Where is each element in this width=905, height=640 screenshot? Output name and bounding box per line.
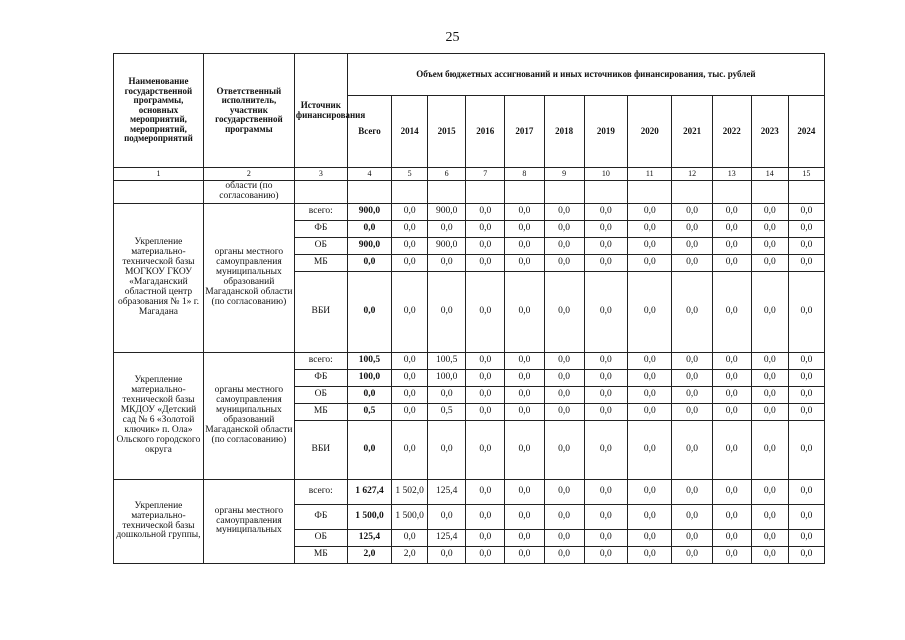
year-value: 0,0 (544, 387, 584, 404)
year-value: 0,0 (712, 505, 751, 530)
year-value: 0,0 (672, 480, 712, 505)
year-value: 0,0 (712, 480, 751, 505)
year-value: 0,0 (672, 505, 712, 530)
year-value: 0,0 (428, 387, 466, 404)
table-row (114, 480, 825, 505)
year-value: 0,0 (505, 530, 544, 547)
funding-source: ФБ (294, 505, 347, 530)
year-value: 0,0 (428, 505, 466, 530)
funding-source: всего: (294, 204, 347, 221)
year-value: 0,0 (712, 204, 751, 221)
table-row (114, 204, 825, 221)
year-value: 0,0 (584, 404, 627, 421)
year-value: 0,0 (505, 221, 544, 238)
year-value: 0,0 (751, 370, 788, 387)
header-total: Всего (347, 96, 391, 168)
header-year: 2023 (751, 96, 788, 168)
year-value: 0,0 (544, 204, 584, 221)
program-name: Укрепление материально-технической базы МКДОУ «Детский сад № 6 «Золотой ключик» п. Ола» Ольского городского округа (114, 353, 204, 480)
year-value: 0,0 (466, 530, 505, 547)
continuation-name (114, 181, 204, 204)
year-value: 0,0 (751, 255, 788, 272)
total-value: 0,0 (347, 272, 391, 353)
funding-source: ОБ (294, 387, 347, 404)
year-value: 0,0 (392, 255, 428, 272)
executor: органы местного самоуправления муниципальных образований Магаданской области (по согласованию) (203, 353, 294, 480)
column-number: 1 (114, 168, 204, 181)
year-value: 0,0 (788, 404, 824, 421)
year-value: 0,0 (628, 255, 672, 272)
total-value: 100,5 (347, 353, 391, 370)
year-value: 125,4 (428, 530, 466, 547)
column-number: 2 (203, 168, 294, 181)
year-value: 125,4 (428, 480, 466, 505)
year-value: 0,0 (751, 204, 788, 221)
year-value: 0,0 (466, 221, 505, 238)
year-value: 0,0 (428, 272, 466, 353)
year-value: 0,0 (788, 221, 824, 238)
header-year: 2022 (712, 96, 751, 168)
year-value: 0,0 (672, 204, 712, 221)
total-value: 125,4 (347, 530, 391, 547)
year-value: 0,0 (751, 547, 788, 564)
year-value: 0,0 (466, 421, 505, 480)
year-value: 0,0 (505, 387, 544, 404)
year-value: 0,0 (392, 404, 428, 421)
header-source: Источник финансирования (294, 54, 347, 168)
header-year: 2018 (544, 96, 584, 168)
year-value: 0,0 (712, 221, 751, 238)
year-value: 0,0 (544, 238, 584, 255)
header-year: 2020 (628, 96, 672, 168)
year-value: 0,0 (628, 238, 672, 255)
year-value: 0,0 (751, 505, 788, 530)
year-value: 0,0 (544, 404, 584, 421)
header-executor: Ответственный исполнитель, участник государственной программы (203, 54, 294, 168)
header-year: 2024 (788, 96, 824, 168)
column-number: 8 (505, 168, 544, 181)
year-value: 1 500,0 (392, 505, 428, 530)
year-value: 0,0 (584, 238, 627, 255)
funding-source: всего: (294, 353, 347, 370)
year-value: 0,0 (544, 255, 584, 272)
year-value: 0,0 (466, 387, 505, 404)
year-value: 0,0 (428, 255, 466, 272)
year-value: 0,0 (505, 421, 544, 480)
year-value: 0,0 (505, 547, 544, 564)
year-value: 0,0 (466, 404, 505, 421)
year-value: 1 502,0 (392, 480, 428, 505)
funding-source: ОБ (294, 530, 347, 547)
year-value: 0,0 (544, 530, 584, 547)
year-value: 0,0 (392, 353, 428, 370)
year-value: 0,0 (628, 505, 672, 530)
total-value: 0,0 (347, 421, 391, 480)
year-value: 0,0 (751, 221, 788, 238)
year-value: 0,0 (788, 505, 824, 530)
year-value: 900,0 (428, 238, 466, 255)
column-number: 5 (392, 168, 428, 181)
year-value: 0,0 (544, 272, 584, 353)
year-value: 100,5 (428, 353, 466, 370)
funding-source: МБ (294, 404, 347, 421)
year-value: 0,0 (712, 387, 751, 404)
year-value: 0,0 (392, 204, 428, 221)
year-value: 0,0 (788, 387, 824, 404)
year-value: 2,0 (392, 547, 428, 564)
year-value: 0,0 (584, 547, 627, 564)
total-value: 0,0 (347, 221, 391, 238)
year-value: 0,0 (788, 480, 824, 505)
year-value: 0,0 (505, 272, 544, 353)
funding-source: ВБИ (294, 272, 347, 353)
program-name: Укрепление материально-технической базы дошкольной группы, (114, 480, 204, 564)
column-number: 7 (466, 168, 505, 181)
year-value: 0,0 (505, 480, 544, 505)
year-value: 0,0 (628, 221, 672, 238)
total-value: 900,0 (347, 204, 391, 221)
header-year: 2014 (392, 96, 428, 168)
year-value: 0,0 (544, 421, 584, 480)
year-value: 0,0 (672, 370, 712, 387)
year-value: 0,0 (751, 353, 788, 370)
year-value: 0,0 (584, 370, 627, 387)
year-value: 0,0 (628, 387, 672, 404)
year-value: 0,0 (392, 370, 428, 387)
year-value: 0,0 (466, 272, 505, 353)
year-value: 0,0 (584, 221, 627, 238)
year-value: 0,0 (466, 255, 505, 272)
header-year: 2015 (428, 96, 466, 168)
funding-source: ФБ (294, 221, 347, 238)
year-value: 0,0 (672, 255, 712, 272)
year-value: 0,0 (505, 370, 544, 387)
year-value: 0,0 (712, 255, 751, 272)
year-value: 0,0 (788, 353, 824, 370)
year-value: 0,0 (584, 530, 627, 547)
year-value: 0,0 (544, 370, 584, 387)
year-value: 0,0 (788, 547, 824, 564)
year-value: 0,0 (505, 255, 544, 272)
column-number: 14 (751, 168, 788, 181)
year-value: 0,0 (628, 370, 672, 387)
year-value: 0,0 (392, 387, 428, 404)
column-number: 10 (584, 168, 627, 181)
funding-source: ФБ (294, 370, 347, 387)
year-value: 0,0 (672, 272, 712, 353)
year-value: 0,0 (584, 255, 627, 272)
year-value: 0,0 (788, 530, 824, 547)
header-program-name: Наименование государственной программы, основных мероприятий, мероприятий, подмероприятий (114, 54, 204, 168)
year-value: 0,0 (672, 404, 712, 421)
year-value: 0,0 (628, 404, 672, 421)
year-value: 0,0 (751, 480, 788, 505)
year-value: 0,0 (466, 204, 505, 221)
year-value: 0,0 (544, 547, 584, 564)
year-value: 0,0 (751, 421, 788, 480)
total-value: 0,5 (347, 404, 391, 421)
year-value: 0,0 (428, 421, 466, 480)
year-value: 0,0 (544, 353, 584, 370)
funding-source: всего: (294, 480, 347, 505)
year-value: 0,5 (428, 404, 466, 421)
year-value: 0,0 (712, 547, 751, 564)
column-number: 3 (294, 168, 347, 181)
year-value: 0,0 (392, 530, 428, 547)
total-value: 2,0 (347, 547, 391, 564)
year-value: 0,0 (672, 387, 712, 404)
year-value: 0,0 (788, 238, 824, 255)
year-value: 0,0 (466, 505, 505, 530)
year-value: 0,0 (544, 480, 584, 505)
year-value: 0,0 (672, 221, 712, 238)
year-value: 0,0 (628, 272, 672, 353)
year-value: 0,0 (392, 221, 428, 238)
year-value: 0,0 (505, 238, 544, 255)
funding-source: ОБ (294, 238, 347, 255)
year-value: 0,0 (584, 480, 627, 505)
column-number: 6 (428, 168, 466, 181)
executor: органы местного самоуправления муниципальных (203, 480, 294, 564)
year-value: 0,0 (628, 421, 672, 480)
year-value: 0,0 (392, 272, 428, 353)
year-value: 0,0 (712, 421, 751, 480)
year-value: 0,0 (751, 530, 788, 547)
total-value: 1 500,0 (347, 505, 391, 530)
total-value: 100,0 (347, 370, 391, 387)
year-value: 0,0 (505, 353, 544, 370)
year-value: 0,0 (584, 421, 627, 480)
year-value: 0,0 (505, 505, 544, 530)
program-name: Укрепление материально-технической базы МОГКОУ ГКОУ «Магаданский областной центр образования № 1» г. Магадана (114, 204, 204, 353)
funding-source: МБ (294, 255, 347, 272)
year-value: 0,0 (712, 238, 751, 255)
year-value: 0,0 (466, 353, 505, 370)
year-value: 0,0 (505, 404, 544, 421)
year-value: 0,0 (788, 370, 824, 387)
column-number: 15 (788, 168, 824, 181)
year-value: 0,0 (392, 421, 428, 480)
year-value: 0,0 (584, 272, 627, 353)
year-value: 0,0 (712, 272, 751, 353)
year-value: 0,0 (505, 204, 544, 221)
year-value: 0,0 (628, 353, 672, 370)
year-value: 0,0 (788, 204, 824, 221)
year-value: 0,0 (428, 221, 466, 238)
year-value: 0,0 (428, 547, 466, 564)
header-year: 2017 (505, 96, 544, 168)
year-value: 0,0 (788, 421, 824, 480)
header-budget-volume: Объем бюджетных ассигнований и иных источников финансирования, тыс. рублей (347, 54, 824, 96)
year-value: 0,0 (672, 421, 712, 480)
year-value: 0,0 (628, 547, 672, 564)
year-value: 0,0 (544, 221, 584, 238)
year-value: 900,0 (428, 204, 466, 221)
header-year: 2019 (584, 96, 627, 168)
header-year: 2021 (672, 96, 712, 168)
total-value: 0,0 (347, 255, 391, 272)
year-value: 0,0 (544, 505, 584, 530)
header-year: 2016 (466, 96, 505, 168)
year-value: 0,0 (712, 370, 751, 387)
executor: органы местного самоуправления муниципальных образований Магаданской области (по согласованию) (203, 204, 294, 353)
column-number: 11 (628, 168, 672, 181)
year-value: 0,0 (751, 238, 788, 255)
year-value: 0,0 (584, 387, 627, 404)
year-value: 0,0 (584, 353, 627, 370)
page-number: 25 (445, 30, 460, 45)
year-value: 0,0 (628, 480, 672, 505)
year-value: 0,0 (392, 238, 428, 255)
column-number: 4 (347, 168, 391, 181)
year-value: 0,0 (712, 404, 751, 421)
year-value: 0,0 (672, 353, 712, 370)
year-value: 0,0 (751, 387, 788, 404)
total-value: 1 627,4 (347, 480, 391, 505)
year-value: 0,0 (466, 547, 505, 564)
total-value: 0,0 (347, 387, 391, 404)
year-value: 100,0 (428, 370, 466, 387)
year-value: 0,0 (466, 480, 505, 505)
year-value: 0,0 (466, 238, 505, 255)
column-number: 12 (672, 168, 712, 181)
funding-source: ВБИ (294, 421, 347, 480)
year-value: 0,0 (751, 404, 788, 421)
year-value: 0,0 (672, 530, 712, 547)
year-value: 0,0 (584, 505, 627, 530)
year-value: 0,0 (672, 547, 712, 564)
continuation-executor: области (по согласованию) (203, 181, 294, 204)
table-row (114, 353, 825, 370)
column-number: 13 (712, 168, 751, 181)
year-value: 0,0 (712, 530, 751, 547)
budget-table (113, 53, 825, 564)
year-value: 0,0 (466, 370, 505, 387)
year-value: 0,0 (751, 272, 788, 353)
column-number: 9 (544, 168, 584, 181)
funding-source: МБ (294, 547, 347, 564)
year-value: 0,0 (584, 204, 627, 221)
year-value: 0,0 (788, 255, 824, 272)
total-value: 900,0 (347, 238, 391, 255)
year-value: 0,0 (712, 353, 751, 370)
year-value: 0,0 (788, 272, 824, 353)
year-value: 0,0 (628, 530, 672, 547)
year-value: 0,0 (672, 238, 712, 255)
year-value: 0,0 (628, 204, 672, 221)
